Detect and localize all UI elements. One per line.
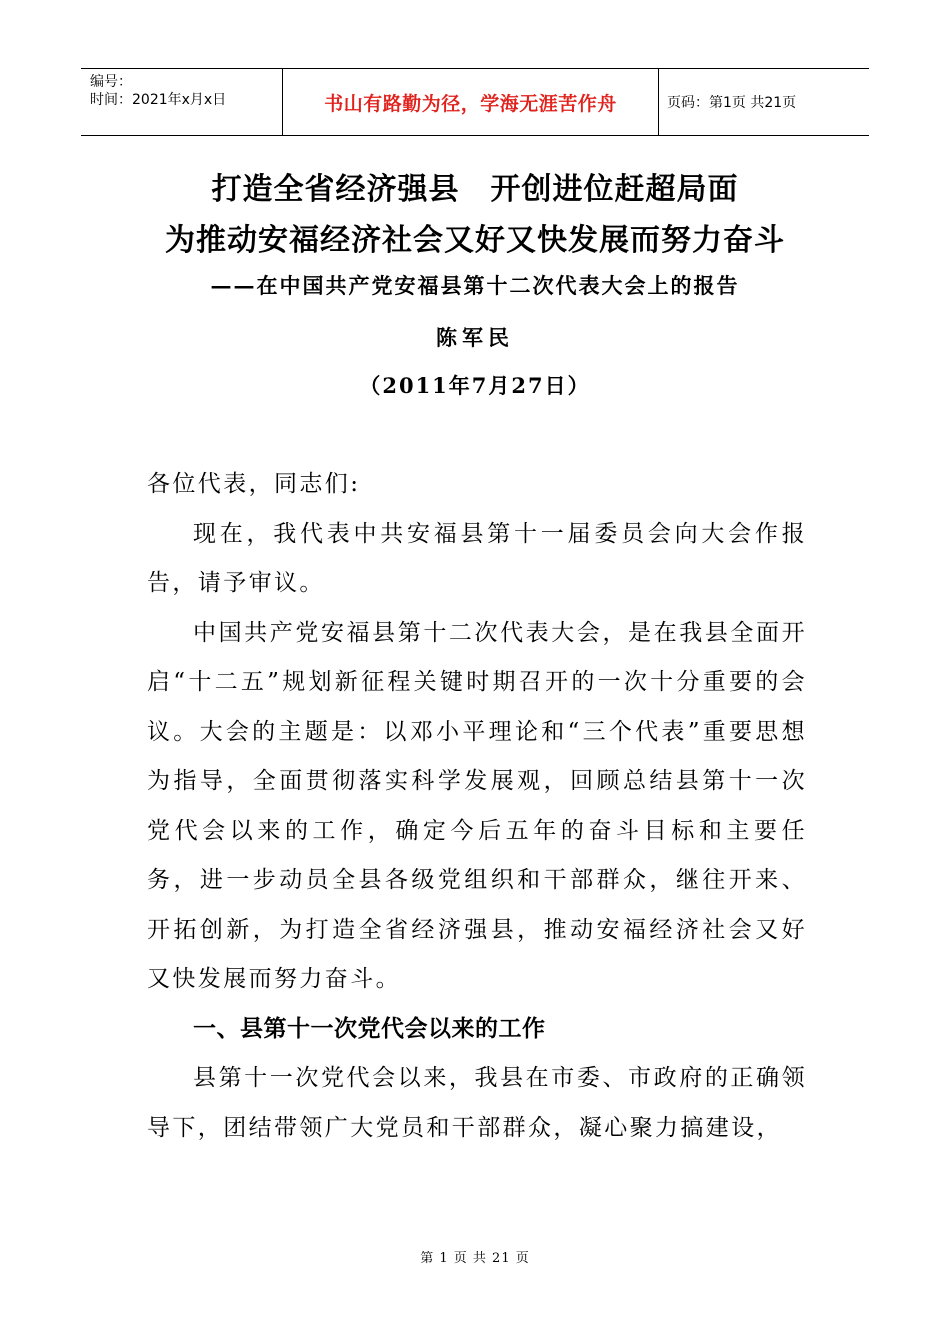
paragraph-2: 中国共产党安福县第十二次代表大会，是在我县全面开启“十二五”规划新征程关键时期召开的一次十分重要的会议。大会的主题是：以邓小平理论和“三个代表”重要思想为指导，全面贯彻落实科学发展观，回顾总结县第十一次党代会以来的工作，确定今后五年的奋斗目标和主要任务，进一步动员全县各级党组织和干部群众，继往开来、开拓创新，为打造全省经济强县，推动安福经济社会又好又快发展而努力奋斗。 [147, 619, 807, 992]
title-line-2: 为推动安福经济社会又好又快发展而努力奋斗 [165, 223, 785, 258]
paragraph-1: 现在，我代表中共安福县第十一届委员会向大会作报告，请予审议。 [147, 520, 807, 596]
page-footer: 第 1 页 共 21 页 [420, 1251, 530, 1266]
author: 陈军民 [436, 325, 514, 350]
greeting: 各位代表，同志们: [147, 471, 361, 497]
section-heading-1: 一、县第十一次党代会以来的工作 [193, 1015, 546, 1042]
header-motto-cell [283, 69, 659, 135]
subtitle: ——在中国共产党安福县第十二次代表大会上的报告 [210, 273, 740, 298]
document-header [81, 68, 869, 136]
header-page-cell [659, 69, 869, 135]
title-line-1: 打造全省经济强县 开创进位赶超局面 [211, 172, 739, 207]
header-meta-cell [81, 69, 283, 135]
time-label: 时间：2021年x月x日 [90, 92, 227, 108]
paragraph-3: 县第十一次党代会以来，我县在市委、市政府的正确领导下，团结带领广大党员和干部群众，凝心聚力搞建设， [147, 1065, 807, 1141]
report-date: （2011年7月27日） [359, 373, 591, 398]
page-info: 页码：第1页 共21页 [667, 95, 797, 111]
report-body [147, 460, 807, 1153]
number-label: 编号： [90, 74, 132, 90]
motto-text: 书山有路勤为径，学海无涯苦作舟 [324, 92, 617, 115]
